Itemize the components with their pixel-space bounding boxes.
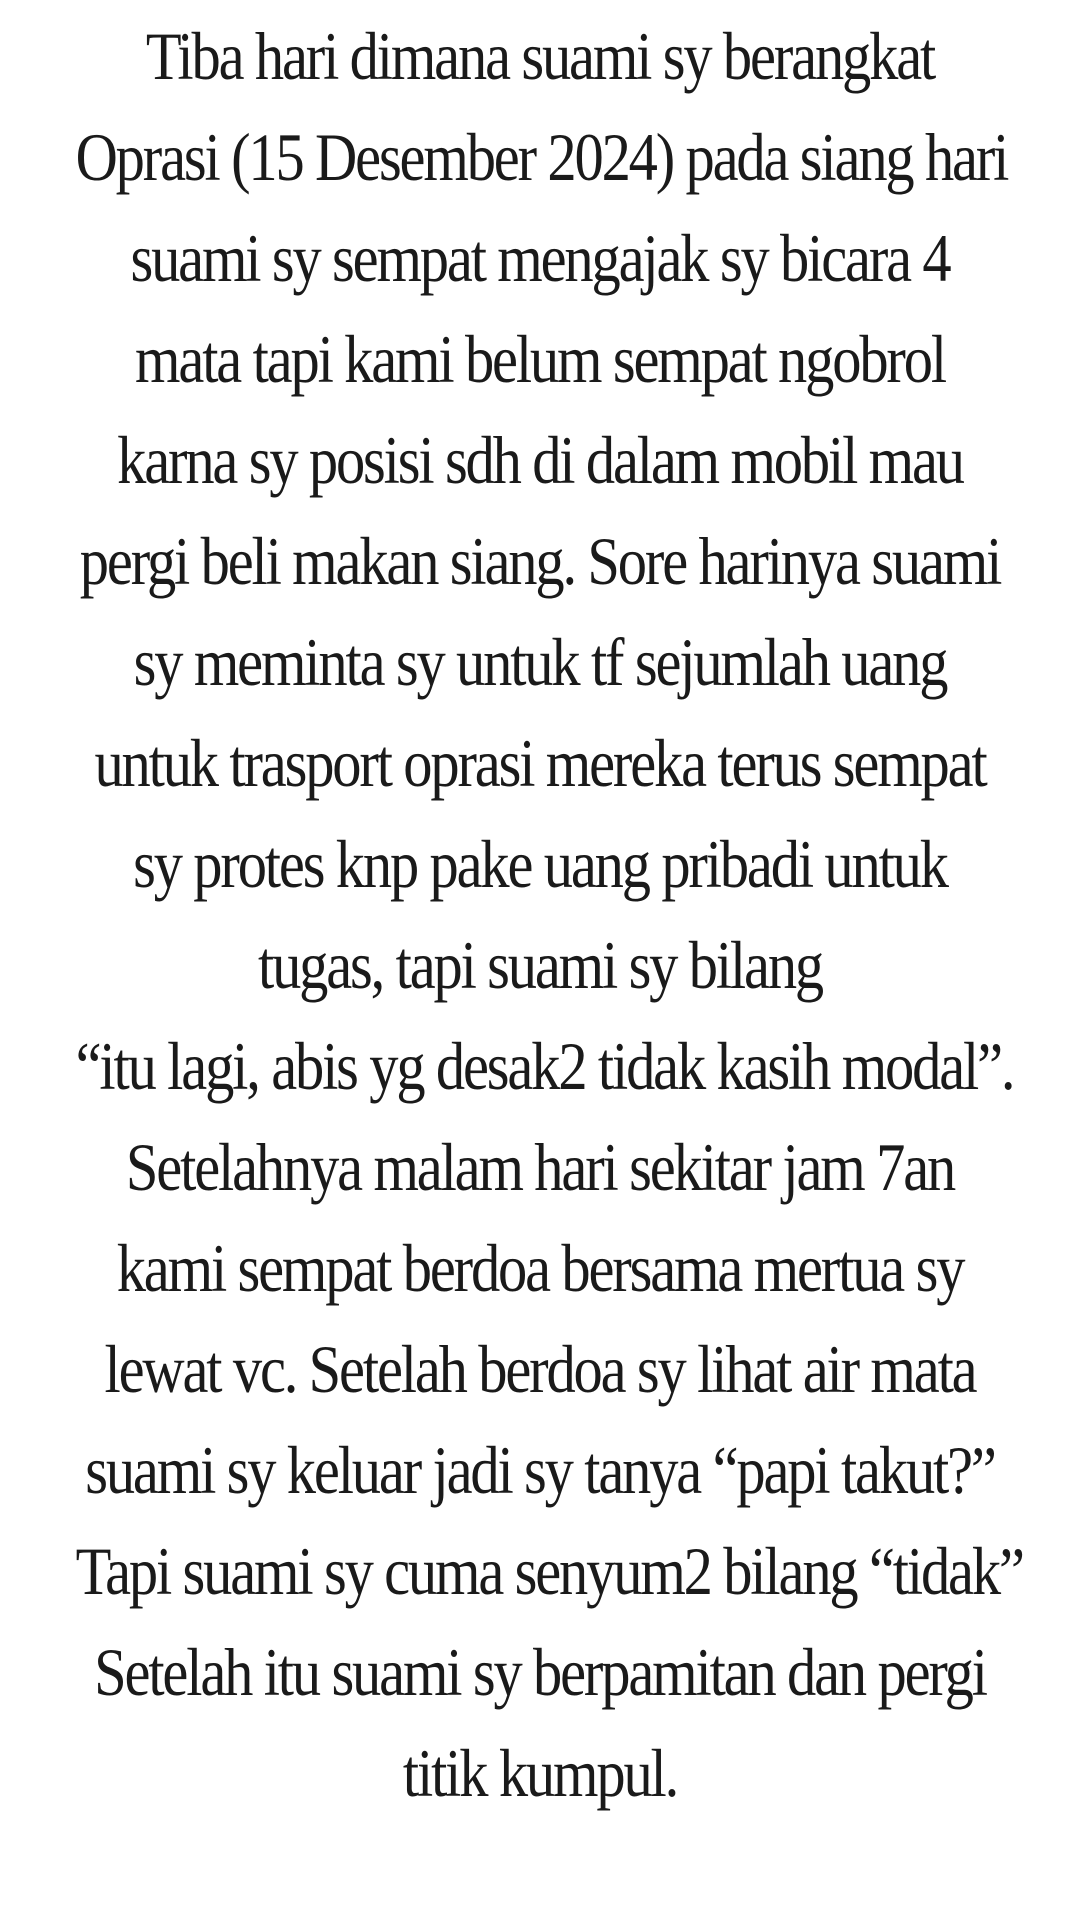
text-line: kami sempat berdoa bersama mertua sy xyxy=(116,1230,964,1306)
text-line: Setelah itu suami sy berpamitan dan pergi xyxy=(94,1634,986,1710)
text-line: untuk trasport oprasi mereka terus sempat xyxy=(94,725,986,801)
text-line: suami sy keluar jadi sy tanya “papi takut?” xyxy=(85,1432,995,1508)
text-line: titik kumpul. xyxy=(402,1735,678,1811)
text-line: sy meminta sy untuk tf sejumlah uang xyxy=(133,624,947,700)
text-line: “itu lagi, abis yg desak2 tidak kasih modal”. xyxy=(75,1028,1014,1104)
text-line: Tapi suami sy cuma senyum2 bilang “tidak” xyxy=(75,1533,1023,1609)
text-line: Tiba hari dimana suami sy berangkat xyxy=(145,18,935,94)
text-line: suami sy sempat mengajak sy bicara 4 xyxy=(130,220,950,296)
text-line: Oprasi (15 Desember 2024) pada siang hari xyxy=(75,119,1008,195)
text-line: lewat vc. Setelah berdoa sy lihat air mata xyxy=(104,1331,976,1407)
text-line: mata tapi kami belum sempat ngobrol xyxy=(135,321,945,397)
text-line: karna sy posisi sdh di dalam mobil mau xyxy=(117,422,963,498)
text-line: tugas, tapi suami sy bilang xyxy=(257,927,823,1003)
text-line: pergi beli makan siang. Sore harinya suami xyxy=(79,523,1001,599)
text-line: Setelahnya malam hari sekitar jam 7an xyxy=(125,1129,955,1205)
text-line: sy protes knp pake uang pribadi untuk xyxy=(133,826,947,902)
paragraph xyxy=(0,6,1080,1824)
